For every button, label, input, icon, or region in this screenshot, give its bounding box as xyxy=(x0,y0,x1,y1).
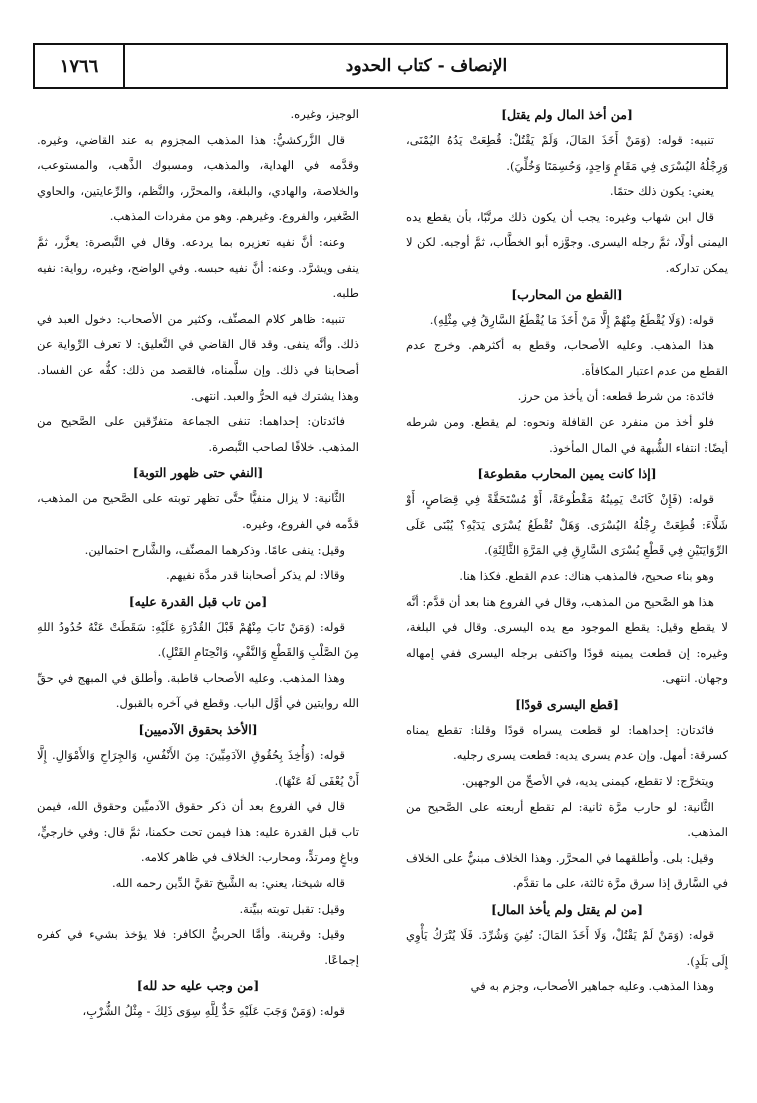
paragraph: قال ابن شهاب وغيره: يجب أن يكون ذلك مرتَّبًا، بأن يقطع يده اليمنى أولًا، ثمَّ رجله اليسرى. وجوَّزه أبو الخطَّاب، ثمَّ أوجبه. لكن لا يمكن تداركه. xyxy=(406,209,728,275)
section-heading: [من تاب قبل القدرة عليه] xyxy=(128,593,268,609)
paragraph: وقيل: ينفى عامًا. وذكرهما المصنِّف، والشَّارح احتمالين. xyxy=(84,542,345,557)
paragraph: وهذا المذهب. وعليه الأصحاب قاطبة. وأطلق في المبهج في حقِّ الله روايتين في أوَّل الباب. وقطع في آخره بالقبول. xyxy=(37,670,359,711)
right-column xyxy=(406,102,728,1000)
section-heading: [قطع اليسرى قودًا] xyxy=(515,696,619,712)
section-heading: [الأخذ بحقوق الآدميين] xyxy=(138,722,258,738)
section-heading: [من أخذ المال ولم يقتل] xyxy=(501,107,633,122)
paragraph: قوله: (وَمَنْ لَمْ يَقْتُلْ، وَلَا أَخَذَ المَالَ: نُفِيَ وَشُرِّدَ. فَلَا يُتْرَكُ يَأْوِي إِلَى بَلَدٍ). xyxy=(406,928,728,968)
paragraph: وقالا: لم يذكر أصحابنا قدر مدَّة نفيهم. xyxy=(165,568,345,583)
paragraph: قال في الفروع بعد أن ذكر حقوق الآدميِّين وحقوق الله، فيمن تاب قبل القدرة عليه: هذا فيمن تحت حكمنا، ثمَّ قال: وفي خارجيٍّ، وباغٍ ومرتدٍّ، ومحارب: الخلاف في ظاهر كلامه. xyxy=(37,799,359,865)
section-heading: [من وجب عليه حد لله] xyxy=(136,978,260,994)
paragraph: الوجيز، وغيره. xyxy=(290,107,359,121)
paragraph: وقيل: وقرينة. وأمَّا الحربيُّ الكافر: فلا يؤخذ بشيء في كفره إجماعًا. xyxy=(37,927,359,967)
paragraph: الثَّانية: لو حارب مرَّة ثانية: لم تقطع أربعته على الصَّحيح من المذهب. xyxy=(406,799,728,840)
section-heading: [إذا كانت يمين المحارب مقطوعة] xyxy=(477,466,657,482)
paragraph: قوله: (وَمَنْ وَجَبَ عَلَيْهِ حَدٌّ لِلَّهِ سِوَى ذَلِكَ - مِثْلُ الشُّرْبِ، xyxy=(82,1004,345,1019)
paragraph: هذا المذهب. وعليه الأصحاب، وقطع به أكثرهم. وخرج عدم القطع من عدم اعتبار المكافأة. xyxy=(406,338,728,378)
paragraph: فائدتان: إحداهما: تنفى الجماعة متفرِّقين على الصَّحيح من المذهب. خلافًا لصاحب التَّبصرة. xyxy=(37,414,359,454)
header-divider xyxy=(123,45,125,87)
paragraph: قوله: (فَإِنْ كَانَتْ يَمِينُهُ مَقْطُوعَةً، أَوْ مُسْتَحَقَّةً فِي قِصَاصٍ، أَوْ شَلَّاءَ: قُطِعَتْ رِجْلُهُ اليُسْرَى. وَهَلْ تُقْطَعُ يُسْرَى يَدَيْهِ؟ يُبْنَى عَلَى الرِّوَايَتَيْنِ فِي قَطْعِ يُسْرَى السَّارِقِ فِي المَرَّةِ الثَّالِثَةِ). xyxy=(406,492,728,558)
page-number: ١٧٦٦ xyxy=(59,55,99,77)
section-heading: [القطع من المحارب] xyxy=(511,286,623,302)
paragraph: وعنه: أنَّ نفيه تعزيره بما يردعه. وقال في التَّبصرة: يعزَّر، ثمَّ ينفى ويشرَّد. وعنه: أنَّ نفيه حبسه. وفي الواضح، وغيره، رواية: نفيه طلبه. xyxy=(37,234,359,301)
paragraph: تنبيه: قوله: (وَمَنْ أَخَذَ المَالَ، وَلَمْ يَقْتُلْ: قُطِعَتْ يَدُهُ اليُمْنَى، وَرِجْلُهُ اليُسْرَى فِي مَقَامٍ وَاحِدٍ، وَحُسِمَتَا وَخُلِّيَ). xyxy=(406,133,728,173)
left-column xyxy=(37,102,359,1025)
paragraph: ويتخرَّج: لا تقطع، كيمنى يديه، في الأصحِّ من الوجهين. xyxy=(461,774,714,789)
section-heading: [النفي حتى ظهور التوبة] xyxy=(132,465,264,481)
paragraph: وقيل: تقبل توبته ببيِّنة. xyxy=(239,901,345,916)
paragraph: قاله شيخنا، يعني: به الشَّيخ تقيَّ الدِّين رحمه الله. xyxy=(111,876,345,891)
paragraph: هذا هو الصَّحيح من المذهب، وقال في الفروع هنا بعد أن قدَّم: أنَّه لا يقطع وقيل: يقطع الموجود مع يده اليسرى. وقال في البلغة، وغيره: إن قطعت يمينه قودًا واكتفى برجله اليسرى ففي إمهاله وجهان. انتهى. xyxy=(406,594,728,686)
page-header xyxy=(33,43,728,89)
paragraph: الثَّانية: لا يزال منفيًّا حتَّى تظهر توبته على الصَّحيح من المذهب، قدَّمه في الفروع، وغيره. xyxy=(37,491,359,531)
paragraph: وقيل: بلى. وأطلقهما في المحرَّر. وهذا الخلاف مبنيٌّ على الخلاف في السَّارق إذا سرق مرَّة ثالثة، على ما تقدَّم. xyxy=(406,850,728,891)
paragraph: فلو أخذ من منفرد عن القافلة ونحوه: لم يقطع. ومن شرطه أيضًا: انتفاء الشُّبهة في المال المأخوذ. xyxy=(406,414,728,455)
paragraph: وهذا المذهب. وعليه جماهير الأصحاب، وجزم به في xyxy=(470,979,714,994)
paragraph: يعني: يكون ذلك حتمًا. xyxy=(609,184,714,199)
paragraph: قوله: (وَلَا يُقْطَعُ مِنْهُمْ إِلَّا مَنْ أَخَذَ مَا يُقْطَعُ السَّارِقُ فِي مِثْلِهِ). xyxy=(429,312,714,327)
paragraph: وهو بناء صحيح، فالمذهب هناك: عدم القطع. فكذا هنا. xyxy=(459,568,714,583)
paragraph: قوله: (وَمَنْ تَابَ مِنْهُمْ قَبْلَ القُدْرَةِ عَلَيْهِ: سَقَطَتْ عَنْهُ حُدُودُ اللهِ مِنَ الصَّلْبِ وَالقَطْعِ وَالنَّفْيِ، وَانْحِتَامِ القَتْلِ). xyxy=(37,619,359,660)
paragraph: قال الزَّركشيُّ: هذا المذهب المجزوم به عند القاضي، وغيره. وقدَّمه في الهداية، والمذهب، ومسبوك الذَّهب، والمستوعب، والخلاصة، والهادي، والبلغة، والمحرَّر، والنَّظم، والرِّعايتين، والحاوي الصَّغير، والفروع. وغيرهم. وهو من مفردات المذهب. xyxy=(37,132,359,224)
paragraph: قوله: (وَأُخِذَ بِحُقُوقِ الآدَمِيِّينَ: مِنَ الأَنْفُسِ، وَالجِرَاحِ وَالأَمْوَالِ. إِلَّا أَنْ يُعْفَى لَهُ عَنْهَا). xyxy=(37,748,359,788)
running-title: الإنصاف - كتاب الحدود xyxy=(345,56,508,76)
paragraph: فائدتان: إحداهما: لو قطعت يسراه قودًا وقلنا: تقطع يمناه كسرقة: أمهل. وإن عدم يسرى يديه: قطعت يسرى رجليه. xyxy=(406,722,728,763)
paragraph: فائدة: من شرط قطعه: أن يأخذ من حرز. xyxy=(517,389,714,404)
section-heading: [من لم يقتل ولم يأخذ المال] xyxy=(490,902,644,918)
paragraph: تنبيه: ظاهر كلام المصنِّف، وكثير من الأصحاب: دخول العبد في ذلك. وأنَّه ينفى. وقد قال القاضي في التَّعليق: لا تعرف الرِّواية عن أصحابنا في ذلك. وإن سلَّمناه، فالقصد من ذلك: كفُّه عن الفساد. وهذا يشترك فيه الحرُّ والعبد. انتهى. xyxy=(37,311,359,403)
